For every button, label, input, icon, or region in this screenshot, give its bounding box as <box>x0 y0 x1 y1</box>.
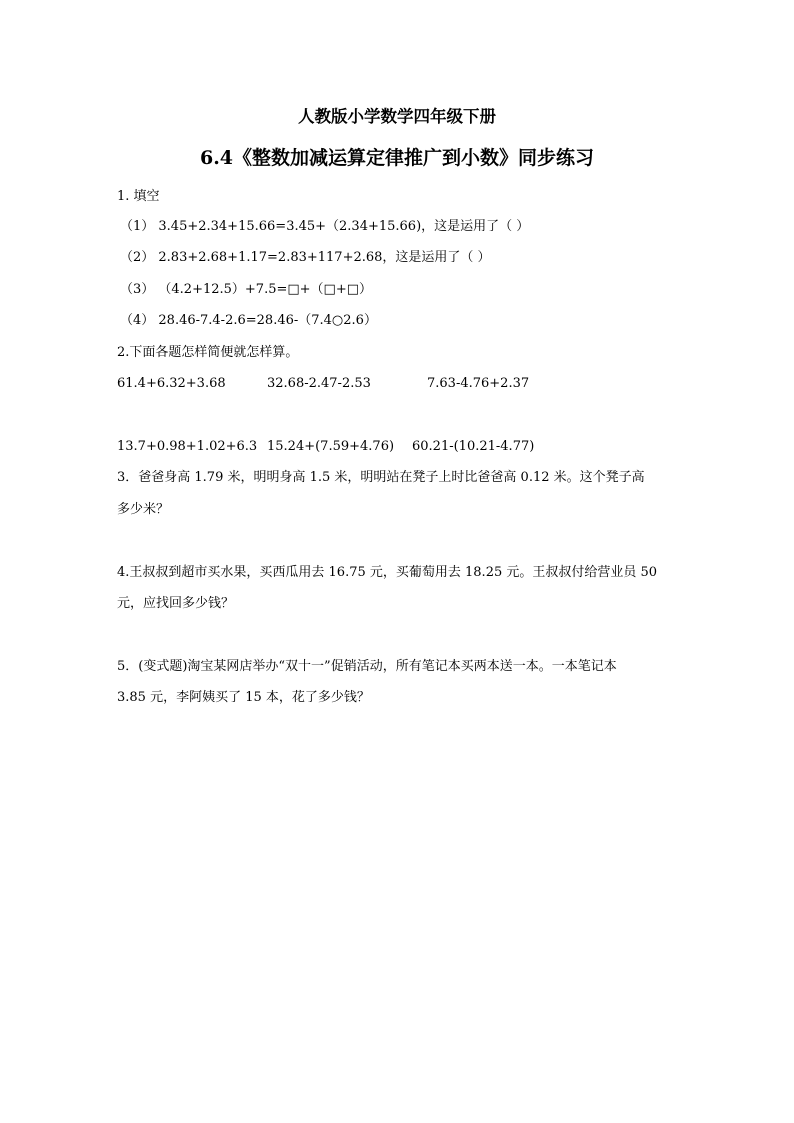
page-subtitle: 6.4《整数加减运算定律推广到小数》同步练习 <box>199 147 595 169</box>
q1-heading: 1. 填空 <box>117 189 160 204</box>
q2-heading: 2.下面各题怎样简便就怎样算。 <box>117 345 299 360</box>
q4-line-2: 元，应找回多少钱？ <box>117 596 235 611</box>
q4-line-1: 4.王叔叔到超市买水果，买西瓜用去 16.75 元，买葡萄用去 18.25 元。王叔叔付给营业员 50 <box>117 565 658 580</box>
q5-line-2: 3.85 元，李阿姨买了 15 本，花了多少钱？ <box>117 690 370 705</box>
q2-expr-5: 15.24+(7.59+4.76) <box>267 439 395 454</box>
q3-line-1: 3．爸爸身高 1.79 米，明明身高 1.5 米，明明站在凳子上时比爸爸高 0.12 米。这个凳子高 <box>117 470 645 485</box>
q2-expr-3: 7.63-4.76+2.37 <box>427 376 530 391</box>
q5-line-1: 5．(变式题)淘宝某网店举办“双十一”促销活动，所有笔记本买两本送一本。一本笔记本 <box>117 659 617 674</box>
q2-expr-6: 60.21-(10.21-4.77) <box>412 439 535 454</box>
q1-item-2: （2） 2.83+2.68+1.17=2.83+117+2.68，这是运用了（ ） <box>120 250 491 265</box>
q3-line-2: 多少米？ <box>117 502 170 517</box>
q2-expr-1: 61.4+6.32+3.68 <box>117 376 226 391</box>
q2-expr-4: 13.7+0.98+1.02+6.3 <box>117 439 258 454</box>
page-title: 人教版小学数学四年级下册 <box>298 107 496 126</box>
q1-item-3: （3） （4.2+12.5）+7.5=□+（□+□） <box>120 282 373 297</box>
q1-item-1: （1） 3.45+2.34+15.66=3.45+（2.34+15.66)，这是运用了（ ） <box>120 219 530 234</box>
q2-expr-2: 32.68-2.47-2.53 <box>267 376 371 391</box>
q1-item-4: （4） 28.46-7.4-2.6=28.46-（7.4○2.6） <box>120 313 377 328</box>
